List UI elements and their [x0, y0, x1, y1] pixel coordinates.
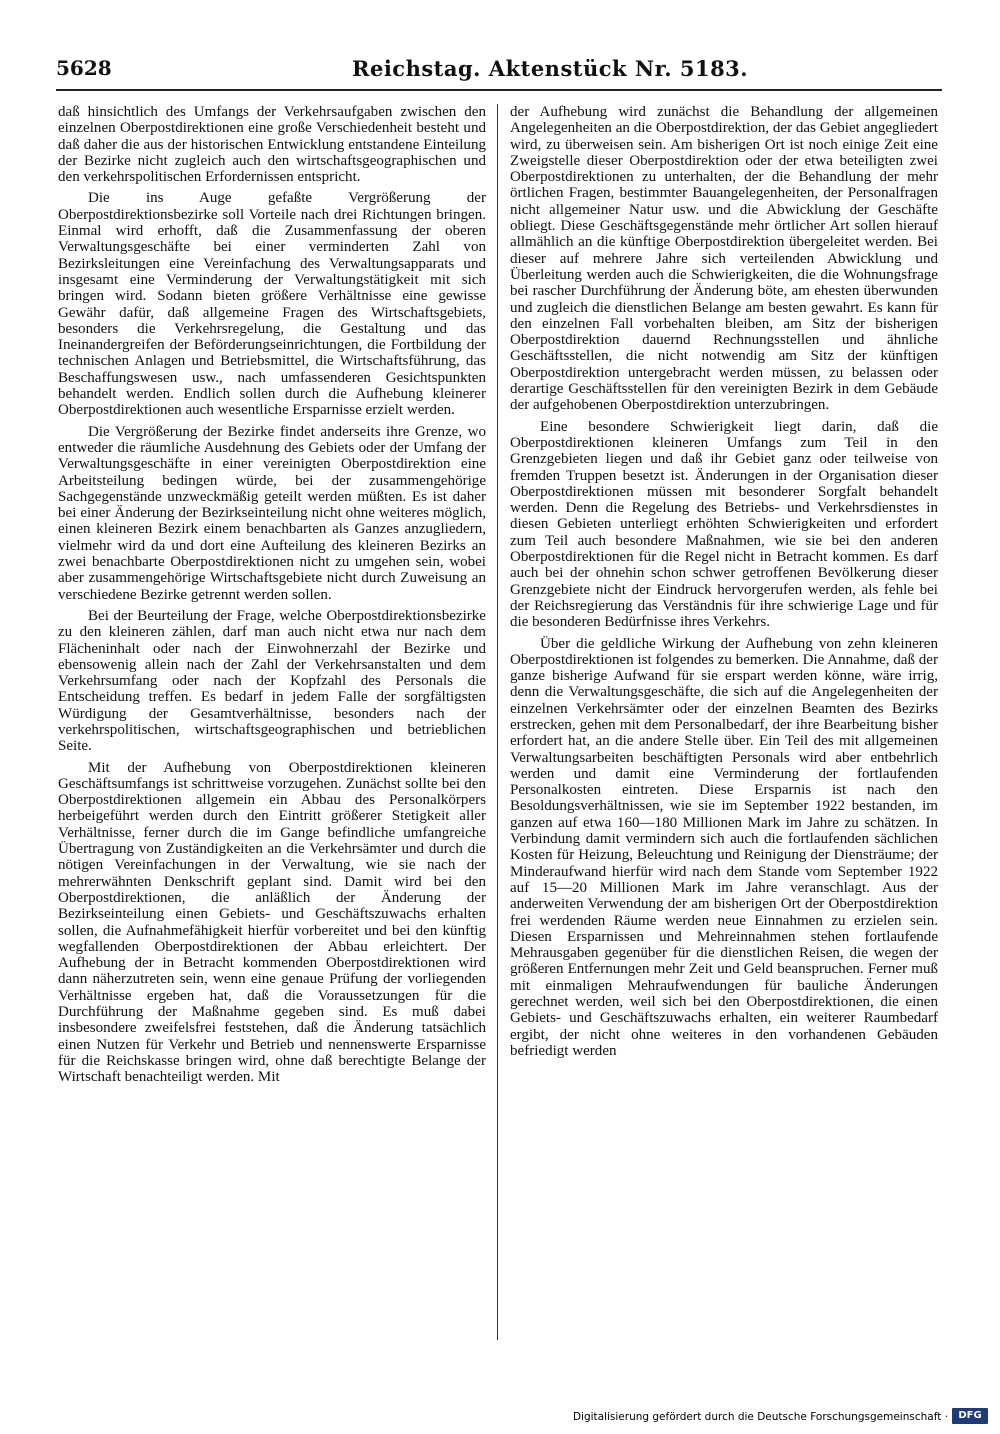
dfg-logo-icon: DFG — [952, 1408, 988, 1424]
page-footer — [572, 1407, 990, 1429]
paragraph: Eine besondere Schwierigkeit liegt darin, daß die Oberpostdirektionen kleineren Umfangs zum Teil in den Grenzgebieten liegen und daß ihr Gebiet ganz oder teilweise von fremden Truppen besetzt ist. Änderungen in der Organisation dieser Oberpostdirektionen müssen mit besonderer Sorgfalt behandelt werden. Denn die Regelung des Betriebs- und Verkehrsdienstes in diesen Gebieten unterliegt erhöhten Schwierigkeiten und erfordert zum Teil auch besondere Maßnahmen, wie sie bei den anderen Oberpostdirektionen für die Regel nicht in Betracht kommen. Es darf auch bei der ohnehin schon schwer getroffenen Bevölkerung dieser Grenzgebiete nicht der Eindruck hervorgerufen werden, als fehle bei der Reichsregierung das Verständnis für ihre schwierige Lage und für die besonderen Bedürfnisse ihres Verkehrs. — [510, 418, 938, 631]
right-column — [510, 104, 938, 1064]
left-column — [58, 104, 486, 1091]
paragraph: Die ins Auge gefaßte Vergrößerung der Oberpostdirektionsbezirke soll Vorteile nach drei Richtungen bringen. Einmal wird erhofft, daß die Zusammenfassung der oberen Verwaltungsgeschäfte bei einer verminderten Zahl von Bezirksleitungen eine Vereinfachung des Verwaltungsapparats und insgesamt eine Verminderung der Verwaltungstätigkeit mit sich bringen wird. Sodann bieten größere Verhältnisse eine gewisse Gewähr dafür, daß allgemeine Fragen des Wirtschaftsgebiets, besonders die Verkehrsregelung, die Gestaltung und das Ineinandergreifen der Beförderungseinrichtungen, die Fortbildung der technischen Anlagen und Betriebsmittel, die Wirtschaftsführung, das Beschaffungswesen usw., nach umfassenderen Gesichtspunkten behandelt werden. Endlich sollen durch die Aufhebung kleinerer Oberpostdirektionen auch wesentliche Ersparnisse erzielt werden. — [58, 190, 486, 419]
paragraph: daß hinsichtlich des Umfangs der Verkehrsaufgaben zwischen den einzelnen Oberpostdirektionen eine große Verschiedenheit besteht und daß daher die aus der historischen Entwicklung entstandene Einteilung der Bezirke nicht zugleich auch den wirtschaftsgeographischen und den verkehrspolitischen Erfordernissen entspricht. — [58, 104, 486, 186]
paragraph: Die Vergrößerung der Bezirke findet anderseits ihre Grenze, wo entweder die räumliche Ausdehnung des Gebiets oder der Umfang der Verwaltungsgeschäfte in einer vereinigten Oberpostdirektion eine Arbeitsteilung bedingen würde, bei der zusammengehörige Sachgegenstände unzweckmäßig geteilt werden müßten. Es ist daher bei einer Änderung der Bezirkseinteilung nicht ohne weiteres möglich, einen kleineren Bezirk einem benachbarten als Ganzes anzugliedern, vielmehr wird da und dort eine Aufteilung des kleineren Bezirks an zwei benachbarte Oberpostdirektionen nicht zu umgehen sein, wobei aber zusammengehörige Wirtschaftsgebiete nicht durch Zuweisung an verschiedene Bezirke getrennt werden sollen. — [58, 423, 486, 603]
paragraph: der Aufhebung wird zunächst die Behandlung der allgemeinen Angelegenheiten an die Oberpostdirektion, der das Gebiet angegliedert wird, zu überweisen sein. Am bisherigen Ort ist noch einige Zeit eine Zweigstelle dieser Oberpostdirektion oder der etwa beteiligten zwei Oberpostdirektionen zu unterhalten, der die Behandlung der mehr örtlichen Fragen, bestimmter Bauangelegenheiten, der Personalfragen nicht allgemeiner Natur usw. und die Abwicklung der Geschäfte obliegt. Diese Geschäftsgegenstände mehr örtlicher Art sollen hierauf allmählich an die künftige Oberpostdirektion übergeleitet werden. Bei dieser auf mehrere Jahre sich verteilenden Abwicklung und Überleitung werden auch die Schwierigkeiten, die die Wohnungsfrage bei rascher Durchführung der Änderung böte, am ehesten überwunden und zugleich die dienstlichen Belange am besten gewahrt. Es kann für den einzelnen Fall vorbehalten bleiben, am Sitz der bisherigen Oberpostdirektion dauernd Rechnungsstellen und ähnliche Geschäftsstellen, die nicht notwendig am Sitz der künftigen Oberpostdirektion untergebracht werden müssen, zu belassen oder derartige Geschäftsstellen für den vereinigten Bezirk in dem Gebäude der aufgehobenen Oberpostdirektion unterzubringen. — [510, 104, 938, 414]
header-rule — [56, 89, 942, 91]
page-number: 5628 — [56, 56, 112, 80]
paragraph: Bei der Beurteilung der Frage, welche Oberpostdirektionsbezirke zu den kleineren zählen, darf man auch nicht etwa nur nach dem Flächeninhalt oder nach der Einwohnerzahl der Bezirke und ebensowenig allein nach der Zahl der Verkehrsanstalten und dem Verkehrsumfang oder nach der Kopfzahl des Personals die Entscheidung treffen. Es bedarf in jedem Falle der sorgfältigsten Würdigung der Gesamtverhältnisse, besonders nach der verkehrspolitischen, wirtschaftsgeographischen und betrieblichen Seite. — [58, 607, 486, 755]
digitization-credit: Digitalisierung gefördert durch die Deutsche Forschungsgemeinschaft · — [572, 1411, 948, 1423]
page-header — [56, 56, 936, 86]
column-divider — [497, 104, 498, 1340]
running-title: Reichstag. Aktenstück Nr. 5183. — [352, 56, 749, 81]
paragraph: Über die geldliche Wirkung der Aufhebung von zehn kleineren Oberpostdirektionen ist folgendes zu bemerken. Die Annahme, daß der ganze bisherige Aufwand für sie erspart werden könne, wäre irrig, denn die Verwaltungsgeschäfte, die sich auf die Angelegenheiten der einzelnen Verkehrsämter oder der einzelnen Beamten des Bezirks erstrecken, gehen mit dem Personalbedarf, der ihre Bearbeitung bisher erfordert hat, an die andere Stelle über. Ein Teil des mit allgemeinen Verwaltungsarbeiten beschäftigten Personals wird aber entbehrlich werden und damit eine Verminderung der fortlaufenden Personalkosten eintreten. Diese Ersparnis ist nach den Besoldungsverhältnissen, wie sie im September 1922 bestanden, im ganzen auf etwa 160—180 Millionen Mark im Jahre zu schätzen. In Verbindung damit vermindern sich auch die fortlaufenden sächlichen Kosten für Heizung, Beleuchtung und Reinigung der Diensträume; der Minderaufwand hierfür wird nach dem Stande vom September 1922 auf 15—20 Millionen Mark im Jahre veranschlagt. Aus der anderweiten Verwendung der am bisherigen Ort der Oberpostdirektion frei werdenden Räume werden neue Einnahmen zu erzielen sein. Diesen Ersparnissen und Mehreinnahmen stehen fortlaufende Mehrausgaben gegenüber für die dienstlichen Reisen, die wegen der größeren Entfernungen mehr Zeit und Geld beanspruchen. Ferner muß mit einmaligen Mehraufwendungen für bauliche Änderungen gerechnet werden, weil sich bei den Oberpostdirektionen, die einen Gebiets- und Geschäftszuwachs erhalten, ein weiterer Raumbedarf ergibt, der nicht ohne weiteres in den vorhandenen Gebäuden befriedigt werden — [510, 635, 938, 1059]
paragraph: Mit der Aufhebung von Oberpostdirektionen kleineren Geschäftsumfangs ist schrittweise vorzugehen. Zunächst sollte bei den Oberpostdirektionen allgemein ein Abbau des Personalkörpers herbeigeführt werden durch den Eintritt größerer Stetigkeit aller Verhältnisse, ferner durch die im Gange befindliche umfangreiche Übertragung von Zuständigkeiten an die Verkehrsämter und durch die nötigen Vereinfachungen in der Verwaltung, wie sie nach der mehrerwähnten Denkschrift geplant sind. Damit wird bei den Oberpostdirektionen, die anläßlich der Änderung der Bezirkseinteilung einen Gebiets- und Geschäftszuwachs erhalten sollen, die Aufnahmefähigkeit hierfür vorbereitet und bei den künftig wegfallenden Oberpostdirektionen der Abbau erleichtert. Der Aufhebung der in Betracht kommenden Oberpostdirektionen wird dann näherzutreten sein, wenn eine genaue Prüfung der vorliegenden Verhältnisse ergeben hat, daß die Voraussetzungen für die Durchführung der Maßnahme gegeben sind. Es muß dabei insbesondere zweifelsfrei feststehen, daß die Änderung tatsächlich einen Nutzen für Verkehr und Betrieb und nennenswerte Ersparnisse für die Reichskasse bringen wird, ohne daß berechtigte Belange der Wirtschaft benachteiligt werden. Mit — [58, 759, 486, 1086]
